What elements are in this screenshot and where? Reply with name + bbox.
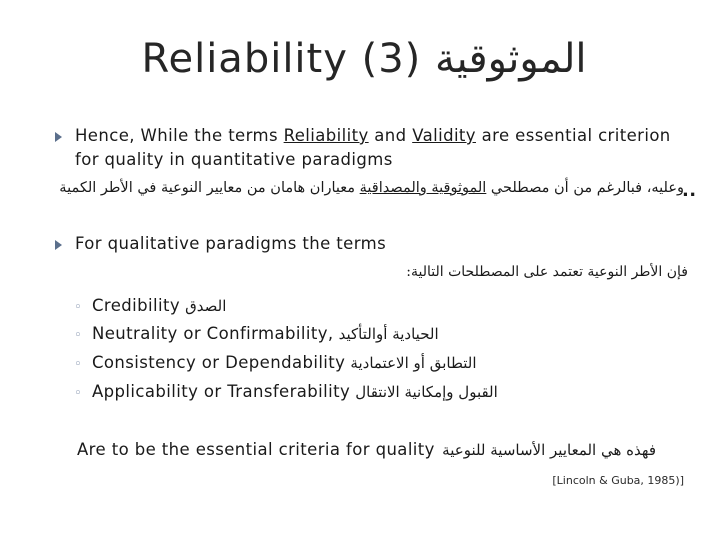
arabic-1-dots: .. xyxy=(682,180,697,201)
bullet-arrow-icon xyxy=(55,240,62,250)
sub-bullet-icon: ◦ xyxy=(74,357,82,372)
arabic-paragraph-2: فإن الأطر النوعية تعتمد على المصطلحات التالية: xyxy=(406,264,688,280)
sub-item-ar: التطابق أو الاعتمادية xyxy=(350,354,477,372)
sub-bullet-icon: ◦ xyxy=(74,328,82,343)
sub-item-en: Applicability or Transferability xyxy=(92,382,351,401)
arabic-paragraph-1 xyxy=(59,180,684,196)
sub-item-en: Credibility xyxy=(92,296,181,315)
sub-item-neutrality xyxy=(92,324,439,343)
bullet-1-text-mid: and xyxy=(368,126,413,145)
bullet-1-line-2: for quality in quantitative paradigms xyxy=(75,150,393,169)
closing-english: Are to be the essential criteria for quality xyxy=(77,440,435,459)
slide-title xyxy=(0,36,728,82)
bullet-1-line-1 xyxy=(75,126,671,145)
sub-item-ar: الحيادية أوالتأكيد xyxy=(338,325,439,343)
citation: [Lincoln & Guba, 1985)] xyxy=(552,474,684,487)
bullet-1-text-post: are essential criterion xyxy=(475,126,671,145)
sub-item-ar: القبول وإمكانية الانتقال xyxy=(355,383,498,401)
sub-item-ar: الصدق xyxy=(185,297,227,315)
sub-item-credibility xyxy=(92,296,226,315)
bullet-2-text: For qualitative paradigms the terms xyxy=(75,234,387,253)
sub-item-en: Neutrality or Confirmability, xyxy=(92,324,334,343)
bullet-arrow-icon xyxy=(55,132,62,142)
arabic-1-pre: وعليه، فبالرغم من أن مصطلحي xyxy=(486,180,684,196)
bullet-1-text-pre: Hence, While the terms xyxy=(75,126,284,145)
term-validity: Validity xyxy=(412,126,476,145)
sub-item-en: Consistency or Dependability xyxy=(92,353,346,372)
sub-bullet-icon: ◦ xyxy=(74,386,82,401)
sub-item-applicability xyxy=(92,382,498,401)
sub-bullet-icon: ◦ xyxy=(74,300,82,315)
title-arabic: الموثوقية xyxy=(435,36,587,82)
arabic-1-terms: الموثوقية والمصداقية xyxy=(359,180,487,196)
arabic-1-post: معياران هامان من معايير النوعية في الأطر الكمية xyxy=(59,180,360,196)
title-english: Reliability (3) xyxy=(141,36,422,82)
term-reliability: Reliability xyxy=(283,126,369,145)
closing-arabic: فهذه هي المعايير الأساسية للنوعية xyxy=(442,441,656,459)
sub-item-consistency xyxy=(92,353,477,372)
